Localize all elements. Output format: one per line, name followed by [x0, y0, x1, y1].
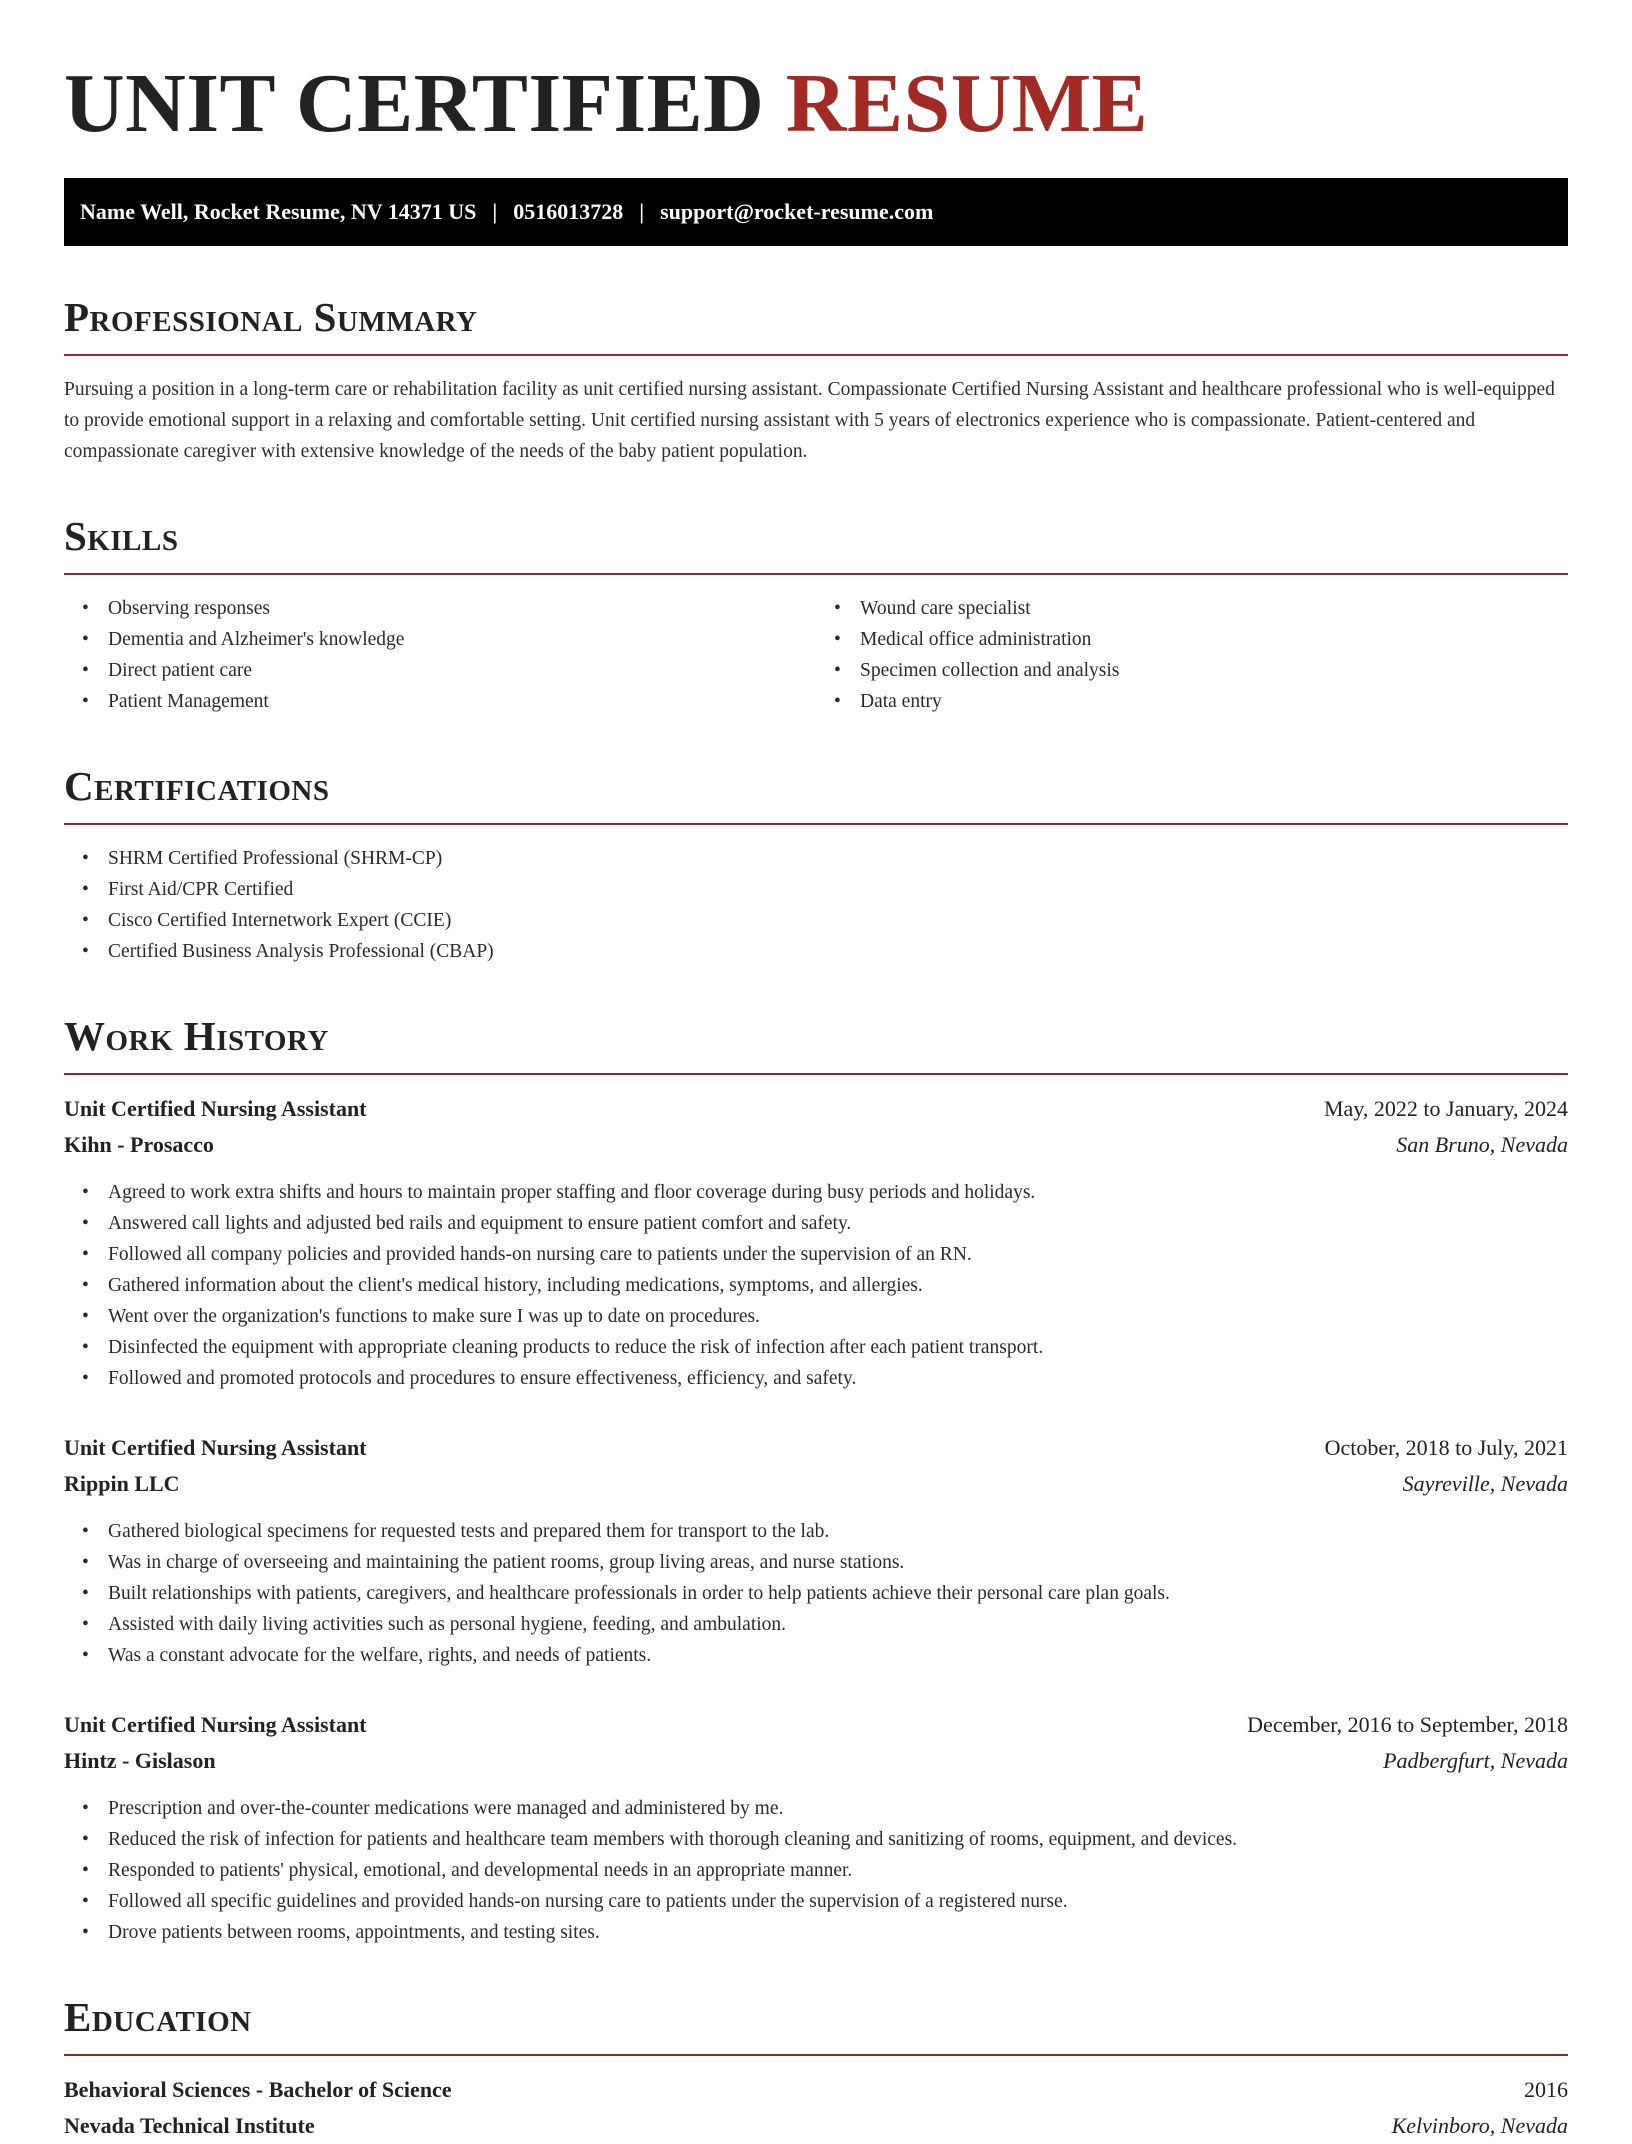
work-history-heading: Work History	[64, 1013, 329, 1059]
education-school: Nevada Technical Institute	[64, 2113, 315, 2138]
job-entry	[64, 1091, 1568, 1394]
skills-section	[64, 511, 1568, 717]
job-duty: • Followed all company policies and provided hands-on nursing care to patients under the supervision of an RN.	[64, 1239, 1568, 1270]
job-duty: • Built relationships with patients, caregivers, and healthcare professionals in order to help patients achieve their personal care plan goals.	[64, 1578, 1568, 1609]
job-duty: • Prescription and over-the-counter medications were managed and administered by me.	[64, 1793, 1568, 1824]
skill-item: • Data entry	[816, 686, 1568, 717]
job-duties-list	[64, 1516, 1568, 1671]
job-duties-list	[64, 1177, 1568, 1394]
job-duty: • Answered call lights and adjusted bed rails and equipment to ensure patient comfort and safety.	[64, 1208, 1568, 1239]
education-school-row	[64, 2108, 1568, 2144]
certifications-heading: Certifications	[64, 763, 330, 809]
job-location: Padbergfurt, Nevada	[1383, 1748, 1568, 1773]
job-duty: • Followed and promoted protocols and procedures to ensure effectiveness, efficiency, and safety.	[64, 1363, 1568, 1394]
job-dates: December, 2016 to September, 2018	[1247, 1712, 1568, 1737]
education-location: Kelvinboro, Nevada	[1391, 2113, 1568, 2138]
skill-item: • Specimen collection and analysis	[816, 655, 1568, 686]
job-company: Hintz - Gislason	[64, 1748, 216, 1773]
contact-address: Name Well, Rocket Resume, NV 14371 US	[80, 199, 477, 224]
job-duty: • Went over the organization's functions to make sure I was up to date on procedures.	[64, 1301, 1568, 1332]
resume-title-main: UNIT CERTIFIED	[64, 57, 765, 150]
contact-email: support@rocket-resume.com	[660, 199, 934, 224]
education-entry	[64, 2072, 1568, 2144]
job-duty: • Disinfected the equipment with appropriate cleaning products to reduce the risk of infection after each patient transport.	[64, 1332, 1568, 1363]
job-entry	[64, 1707, 1568, 1948]
summary-heading: Professional Summary	[64, 294, 478, 340]
section-divider	[64, 2054, 1568, 2056]
job-header-row	[64, 1430, 1568, 1466]
education-section	[64, 1992, 1568, 2144]
summary-text: Pursuing a position in a long-term care or rehabilitation facility as unit certified nursing assistant. Compassionate Certified Nursing Assistant and healthcare professional who is well-equipped to provide emotional support in a relaxing and comfortable setting. Unit certified nursing assistant with 5 years of electronics experience who is compassionate. Patient-centered and compassionate caregiver with extensive knowledge of the needs of the baby patient population.	[64, 379, 1555, 462]
certification-item: • Cisco Certified Internetwork Expert (CCIE)	[64, 905, 1568, 936]
certifications-section	[64, 761, 1568, 967]
skill-item: • Wound care specialist	[816, 593, 1568, 624]
skill-item: • Medical office administration	[816, 624, 1568, 655]
job-header-row	[64, 1091, 1568, 1127]
certification-item: • Certified Business Analysis Professional (CBAP)	[64, 936, 1568, 967]
job-duty: • Gathered information about the client's medical history, including medications, symptoms, and allergies.	[64, 1270, 1568, 1301]
section-divider	[64, 823, 1568, 825]
job-duty: • Reduced the risk of infection for patients and healthcare team members with thorough cleaning and sanitizing of rooms, equipment, and devices.	[64, 1824, 1568, 1855]
summary-section	[64, 292, 1568, 467]
education-degree: Behavioral Sciences - Bachelor of Science	[64, 2077, 452, 2102]
job-location: San Bruno, Nevada	[1396, 1132, 1568, 1157]
job-duties-list	[64, 1793, 1568, 1948]
skills-grid	[64, 593, 1568, 717]
skills-heading: Skills	[64, 513, 179, 559]
contact-separator: |	[639, 199, 645, 224]
job-location: Sayreville, Nevada	[1402, 1471, 1568, 1496]
section-divider	[64, 1073, 1568, 1075]
job-duty: • Followed all specific guidelines and provided hands-on nursing care to patients under the supervision of a registered nurse.	[64, 1886, 1568, 1917]
job-company: Rippin LLC	[64, 1471, 180, 1496]
contact-phone: 0516013728	[513, 199, 624, 224]
certification-item: • First Aid/CPR Certified	[64, 874, 1568, 905]
contact-bar	[64, 178, 1568, 246]
job-dates: May, 2022 to January, 2024	[1324, 1096, 1568, 1121]
skill-item: • Dementia and Alzheimer's knowledge	[64, 624, 816, 655]
skill-item: • Observing responses	[64, 593, 816, 624]
job-duty: • Responded to patients' physical, emotional, and developmental needs in an appropriate manner.	[64, 1855, 1568, 1886]
job-company: Kihn - Prosacco	[64, 1132, 214, 1157]
job-company-row	[64, 1743, 1568, 1779]
resume-title	[64, 56, 1568, 152]
section-divider	[64, 573, 1568, 575]
work-history-section	[64, 1011, 1568, 1948]
job-title: Unit Certified Nursing Assistant	[64, 1096, 367, 1121]
job-duty: • Assisted with daily living activities such as personal hygiene, feeding, and ambulation.	[64, 1609, 1568, 1640]
job-duty: • Was in charge of overseeing and maintaining the patient rooms, group living areas, and nurse stations.	[64, 1547, 1568, 1578]
certification-item: • SHRM Certified Professional (SHRM-CP)	[64, 843, 1568, 874]
skills-list-left	[64, 593, 816, 717]
job-duty: • Agreed to work extra shifts and hours to maintain proper staffing and floor coverage during busy periods and holidays.	[64, 1177, 1568, 1208]
job-header-row	[64, 1707, 1568, 1743]
skills-list-right	[816, 593, 1568, 717]
job-duty: • Was a constant advocate for the welfare, rights, and needs of patients.	[64, 1640, 1568, 1671]
certifications-list	[64, 843, 1568, 967]
job-duty: • Drove patients between rooms, appointments, and testing sites.	[64, 1917, 1568, 1948]
education-heading: Education	[64, 1994, 252, 2040]
contact-separator: |	[492, 199, 498, 224]
job-entry	[64, 1430, 1568, 1671]
job-title: Unit Certified Nursing Assistant	[64, 1712, 367, 1737]
education-degree-row	[64, 2072, 1568, 2108]
job-title: Unit Certified Nursing Assistant	[64, 1435, 367, 1460]
resume-title-accent: RESUME	[785, 57, 1149, 150]
skill-item: • Direct patient care	[64, 655, 816, 686]
skill-item: • Patient Management	[64, 686, 816, 717]
job-company-row	[64, 1127, 1568, 1163]
job-dates: October, 2018 to July, 2021	[1324, 1435, 1568, 1460]
education-year: 2016	[1524, 2077, 1568, 2102]
job-company-row	[64, 1466, 1568, 1502]
section-divider	[64, 354, 1568, 356]
job-duty: • Gathered biological specimens for requested tests and prepared them for transport to the lab.	[64, 1516, 1568, 1547]
